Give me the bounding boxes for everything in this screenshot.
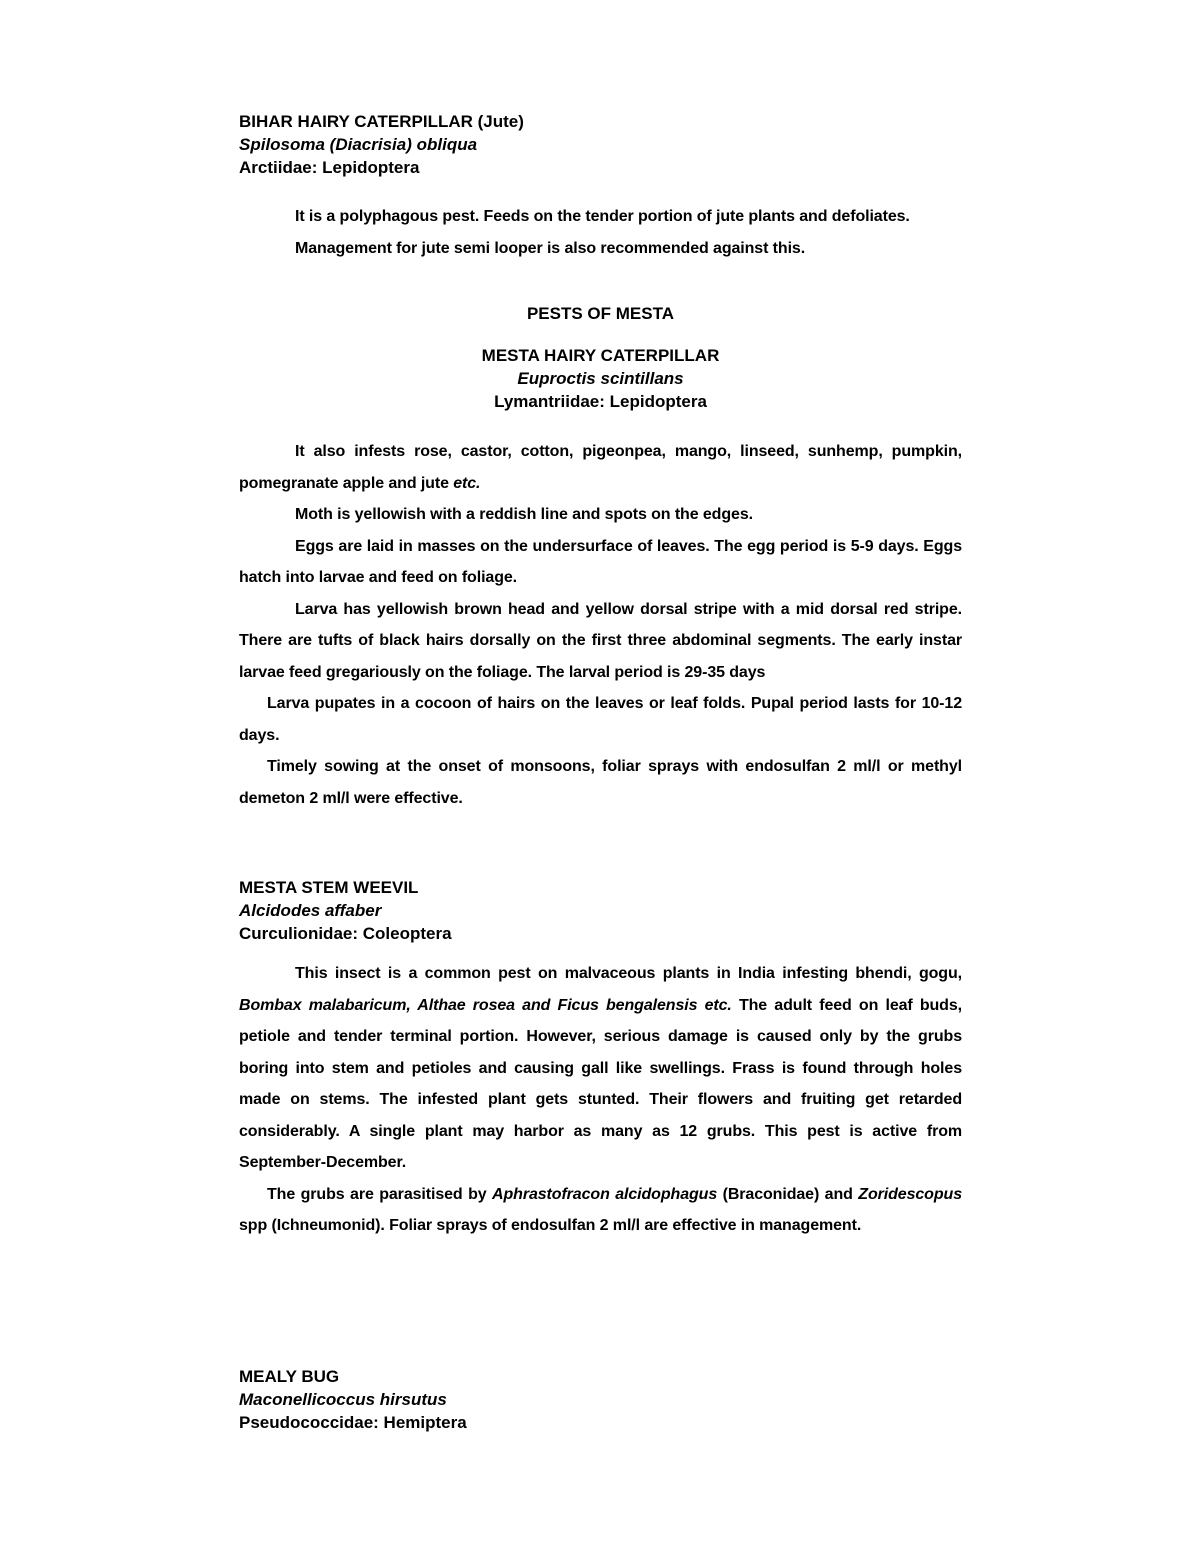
mealy-bug-family: Pseudococcidae: Hemiptera bbox=[239, 1413, 467, 1432]
mesta-weevil-parasitoid-2: Zoridescopus bbox=[858, 1185, 963, 1203]
mesta-hairy-paragraph-2: Moth is yellowish with a reddish line and spots on the edges. bbox=[295, 506, 753, 523]
mealy-bug-header bbox=[239, 1365, 962, 1434]
mesta-weevil-parasitoid-1: Aphrastofracon alcidophagus bbox=[492, 1185, 718, 1203]
mesta-weevil-p1-hosts: Bombax malabaricum, Althae rosea and Ficus bengalensis etc. bbox=[239, 996, 732, 1014]
section-title: PESTS OF MESTA bbox=[526, 304, 675, 323]
mesta-hairy-header bbox=[239, 344, 962, 413]
mesta-hairy-body bbox=[239, 436, 962, 814]
mesta-weevil-p2-mid: (Braconidae) and bbox=[717, 1185, 859, 1203]
mesta-hairy-hosts: It also infests rose, castor, cotton, pigeonpea, mango, linseed, sunhemp, pumpkin, pomegranate apple and jute bbox=[239, 443, 962, 492]
mesta-hairy-title: MESTA HAIRY CATERPILLAR bbox=[481, 346, 720, 365]
mealy-bug-species: Maconellicoccus hirsutus bbox=[239, 1390, 447, 1409]
bihar-paragraph-2: Management for jute semi looper is also recommended against this. bbox=[295, 239, 806, 257]
bihar-header bbox=[239, 110, 962, 179]
mesta-weevil-p2-rest: spp (Ichneumonid). Foliar sprays of endosulfan 2 ml/l are effective in management. bbox=[239, 1217, 862, 1234]
mesta-weevil-title: MESTA STEM WEEVIL bbox=[239, 878, 419, 897]
bihar-title: BIHAR HAIRY CATERPILLAR (Jute) bbox=[239, 112, 524, 131]
mesta-weevil-paragraph-1 bbox=[239, 958, 962, 1179]
mesta-weevil-family: Curculionidae: Coleoptera bbox=[239, 924, 452, 943]
mesta-weevil-header bbox=[239, 876, 962, 945]
mesta-hairy-family: Lymantriidae: Lepidoptera bbox=[494, 392, 707, 411]
bihar-family: Arctiidae: Lepidoptera bbox=[239, 158, 420, 177]
mesta-hairy-paragraph-3: Eggs are laid in masses on the undersurface of leaves. The egg period is 5-9 days. Eggs hatch into larvae and feed on foliage. bbox=[239, 537, 962, 586]
mesta-hairy-paragraph-4: Larva has yellowish brown head and yellow dorsal stripe with a mid dorsal red stripe. There are tufts of black hairs dorsally on the first three abdominal segments. The early instar larvae feed gregariously on the foliage. The larval period is 29-35 days bbox=[239, 600, 962, 681]
mesta-hairy-paragraph-1 bbox=[239, 436, 962, 499]
mesta-hairy-paragraph-5: Larva pupates in a cocoon of hairs on the leaves or leaf folds. Pupal period lasts for 10-12 days. bbox=[239, 695, 962, 744]
mesta-weevil-p1-lead: This insect is a common pest on malvaceous plants in India infesting bhendi, gogu, bbox=[295, 965, 962, 982]
mesta-hairy-paragraph-6: Timely sowing at the onset of monsoons, foliar sprays with endosulfan 2 ml/l or methyl demeton 2 ml/l were effective. bbox=[239, 758, 962, 807]
mesta-weevil-body bbox=[239, 958, 962, 1242]
mesta-weevil-species: Alcidodes affaber bbox=[239, 901, 382, 920]
mesta-weevil-p2-lead: The grubs are parasitised by bbox=[267, 1185, 493, 1203]
mesta-hairy-hosts-etc: etc. bbox=[453, 474, 481, 492]
mealy-bug-title: MEALY BUG bbox=[239, 1367, 340, 1386]
mesta-weevil-p1-rest: The adult feed on leaf buds, petiole and tender terminal portion. However, serious damage is caused only by the grubs boring into stem and petioles and causing gall like swellings. Frass is found through holes made on stems. The infested plant gets stunted. Their flowers and fruiting get retarded considerably. A single plant may harbor as many as 12 grubs. This pest is active from September-December. bbox=[239, 996, 963, 1171]
bihar-paragraph-1: It is a polyphagous pest. Feeds on the tender portion of jute plants and defoliates. bbox=[295, 208, 910, 225]
mesta-weevil-paragraph-2 bbox=[239, 1179, 962, 1242]
bihar-species: Spilosoma (Diacrisia) obliqua bbox=[239, 135, 478, 154]
mesta-hairy-species: Euproctis scintillans bbox=[517, 369, 684, 388]
bihar-body bbox=[239, 201, 962, 264]
